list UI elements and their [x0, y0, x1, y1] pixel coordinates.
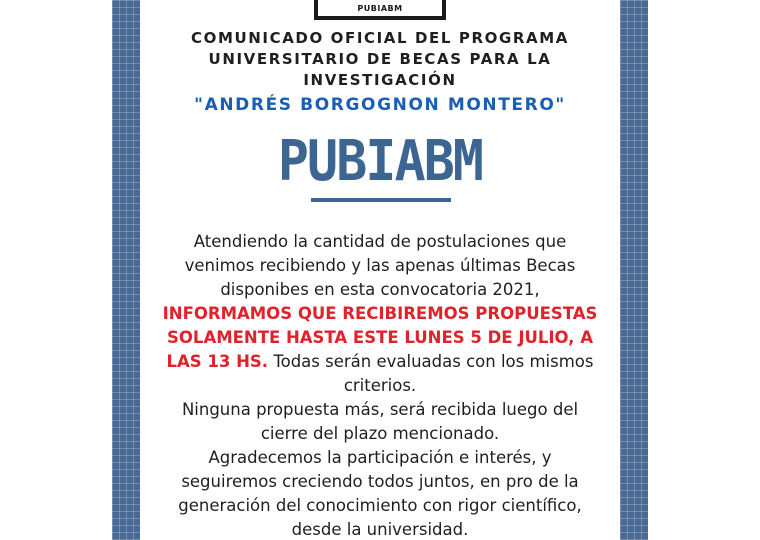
program-logo	[314, 0, 446, 20]
right-decorative-border	[620, 0, 648, 540]
program-name: "ANDRÉS BORGOGNON MONTERO"	[194, 95, 566, 115]
body-line-6	[140, 350, 620, 374]
heading-line-3: INVESTIGACIÓN	[303, 71, 457, 89]
left-decorative-border	[112, 0, 140, 540]
announcement-body	[140, 230, 620, 540]
body-line-9: cierre del plazo mencionado.	[260, 424, 500, 443]
body-line-13: desde la universidad.	[291, 520, 469, 539]
program-acronym: PUBIABM	[277, 129, 483, 194]
body-line-10: Agradecemos la participación e interés, y	[208, 448, 552, 467]
body-line-3: disponibes en esta convocatoria 2021,	[220, 280, 540, 299]
body-line-8: Ninguna propuesta más, será recibida luego del	[181, 400, 579, 419]
logo-label: PUBIABM	[357, 4, 403, 13]
body-line-12: generación del conocimiento con rigor científico,	[178, 496, 582, 515]
deadline-notice-line-2: SOLAMENTE HASTA ESTE LUNES 5 DE JULIO, A	[167, 328, 593, 347]
heading-line-1: COMUNICADO OFICIAL DEL PROGRAMA	[191, 29, 569, 47]
evaluation-text: Todas serán evaluadas con los mismos	[268, 352, 594, 371]
announcement-content	[140, 0, 620, 540]
body-line-11: seguiremos creciendo todos juntos, en pro de la	[181, 472, 579, 491]
body-line-7: criterios.	[343, 376, 417, 395]
heading-line-2: UNIVERSITARIO DE BECAS PARA LA	[208, 50, 552, 68]
deadline-notice-line-3: LAS 13 HS.	[166, 352, 269, 371]
deadline-notice-line-1: INFORMAMOS QUE RECIBIREMOS PROPUESTAS	[162, 304, 598, 323]
announcement-heading	[140, 28, 620, 91]
acronym-underline	[311, 198, 451, 202]
body-line-2: venimos recibiendo y las apenas últimas Becas	[184, 256, 576, 275]
body-line-1: Atendiendo la cantidad de postulaciones que	[193, 232, 567, 251]
